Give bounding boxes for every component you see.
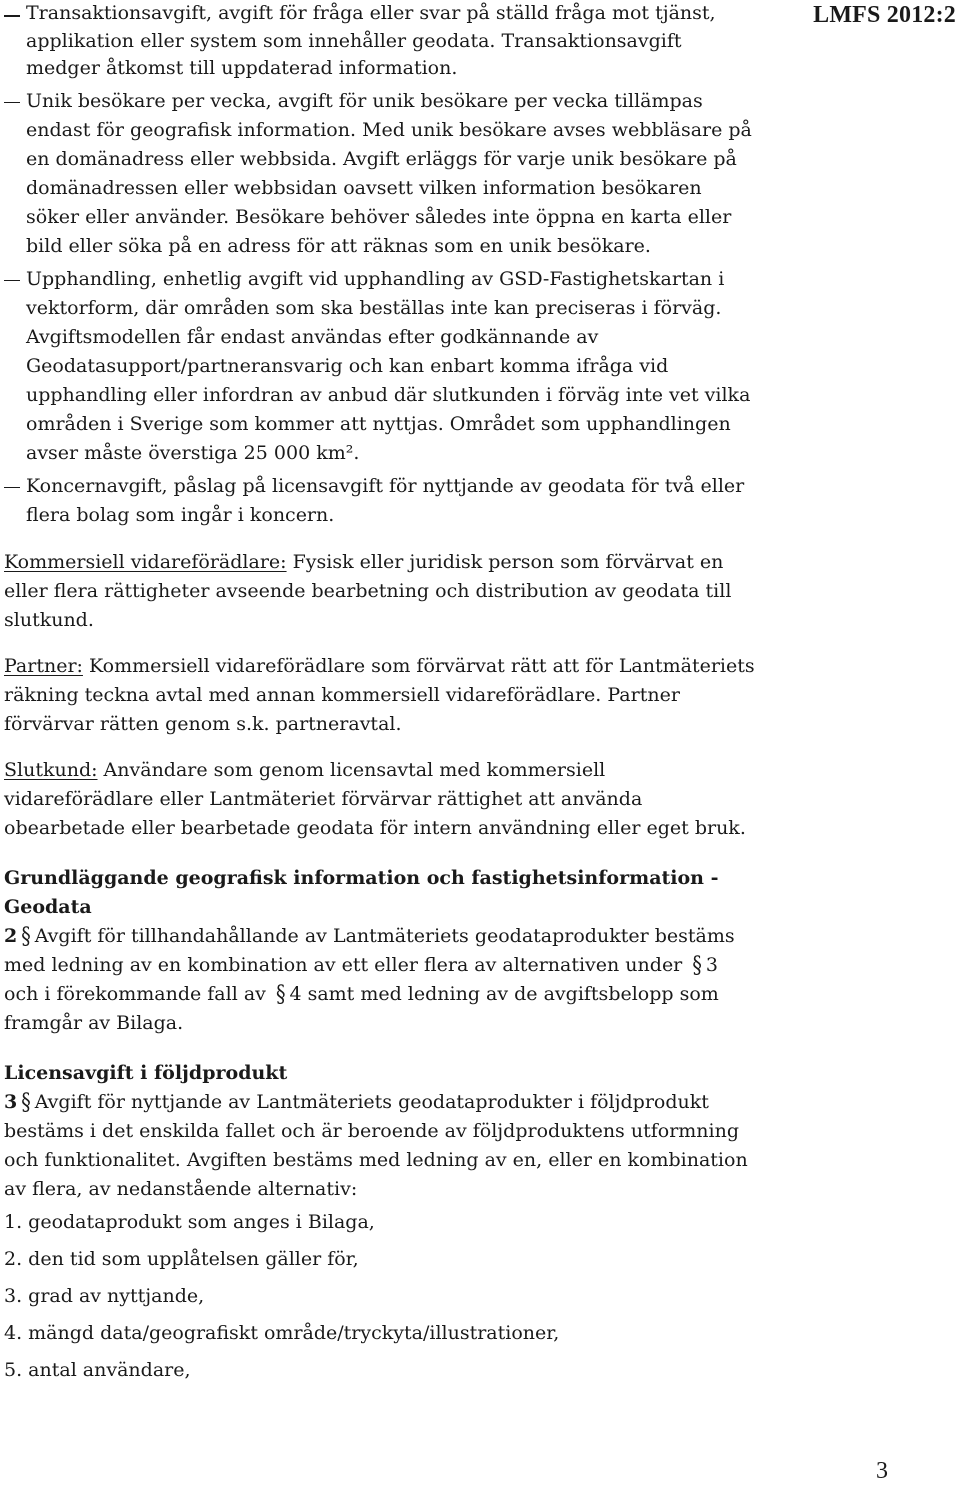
definition-paragraph <box>4 756 756 843</box>
list-item: Koncernavgift, påslag på licensavgift för nyttjande av geodata för två eller flera bolag som ingår i koncern. <box>4 472 756 530</box>
section-paragraph <box>4 1088 756 1204</box>
list-item: Transaktionsavgift, avgift för fråga eller svar på ställd fråga mot tjänst, applikation eller system som innehåller geodata. Transaktionsavgift medger åtkomst till uppdaterad information. <box>4 0 756 83</box>
fee-type-list <box>4 0 756 530</box>
definition-text: Användare som genom licensavtal med kommersiell vidareförädlare eller Lantmäteriet förvärvar rättighet att använda obearbetade eller bearbetade geodata för intern användning eller eget bruk. <box>4 758 746 839</box>
section-text: och i förekommande fall av <box>4 982 266 1005</box>
document-code: LMFS 2012:2 <box>813 2 956 28</box>
section-symbol: § <box>21 1087 31 1116</box>
definition-term: Slutkund: <box>4 758 98 781</box>
section-symbol: § <box>275 979 286 1008</box>
section-reference: 3 <box>705 953 718 976</box>
definition-paragraph <box>4 652 756 739</box>
section-text: Avgift för nyttjande av Lantmäteriets geodataprodukter i följdprodukt bestäms i det enskilda fallet och är beroende av följdproduktens utformning och funktionalitet. Avgiften bestäms med ledning av en, eller en kombination av flera, av nedanstående alternativ: <box>4 1090 748 1200</box>
document-body <box>4 0 756 1389</box>
definition-text: Kommersiell vidareförädlare som förvärvat rätt att för Lantmäteriets räkning teckna avtal med annan kommersiell vidareförädlare. Partner förvärvar rätten genom s.k. partneravtal. <box>4 654 755 735</box>
list-item: Upphandling, enhetlig avgift vid upphandling av GSD-Fastighetskartan i vektorform, där områden som ska beställas inte kan preciseras i förväg. Avgiftsmodellen får endast användas efter godkännande av Geodatasupport/partneransvarig och kan enbart komma ifråga vid upphandling eller infordran av anbud där slutkunden i förväg inte vet vilka områden i Sverige som kommer att nyttjas. Området som upphandlingen avser måste överstiga 25 000 km². <box>4 265 756 468</box>
list-item: 4. mängd data/geografiskt område/tryckyta/illustrationer, <box>4 1321 560 1344</box>
section-text: samt med ledning av de avgiftsbelopp som framgår av Bilaga. <box>4 982 719 1034</box>
section-heading: Licensavgift i följdprodukt <box>4 1061 288 1084</box>
definition-paragraph <box>4 548 756 635</box>
list-item: 2. den tid som upplåtelsen gäller för, <box>4 1247 359 1270</box>
section-symbol: § <box>692 950 702 979</box>
list-item: 5. antal användare, <box>4 1358 191 1381</box>
section-reference: 4 <box>289 982 302 1005</box>
section-number: 2 <box>4 924 18 947</box>
definition-text: Fysisk eller juridisk person som förvärvat en eller flera rättigheter avseende bearbetning och distribution av geodata till slutkund. <box>4 550 732 631</box>
alternatives-list <box>4 1204 756 1389</box>
section-text: Avgift för tillhandahållande av Lantmäteriets geodataprodukter bestäms med ledning av en kombination av ett eller flera av alternativen under <box>4 924 735 976</box>
page-number: 3 <box>876 1458 888 1484</box>
section-heading: Grundläggande geografisk information och fastighetsinformation - Geodata <box>4 866 719 918</box>
list-item: 1. geodataprodukt som anges i Bilaga, <box>4 1210 375 1233</box>
definition-term: Partner: <box>4 654 83 677</box>
list-item: 3. grad av nyttjande, <box>4 1284 205 1307</box>
definition-term: Kommersiell vidareförädlare: <box>4 550 287 573</box>
section-number: 3 <box>4 1090 18 1113</box>
section-paragraph <box>4 922 756 1038</box>
list-item: Unik besökare per vecka, avgift för unik besökare per vecka tillämpas endast för geografisk information. Med unik besökare avses webbläsare på en domänadress eller webbsida. Avgift erläggs för varje unik besökare på domänadressen eller webbsidan oavsett vilken information besökaren söker eller använder. Besökare behöver således inte öppna en karta eller bild eller söka på en adress för att räknas som en unik besökare. <box>4 87 756 261</box>
section-symbol: § <box>21 921 31 950</box>
